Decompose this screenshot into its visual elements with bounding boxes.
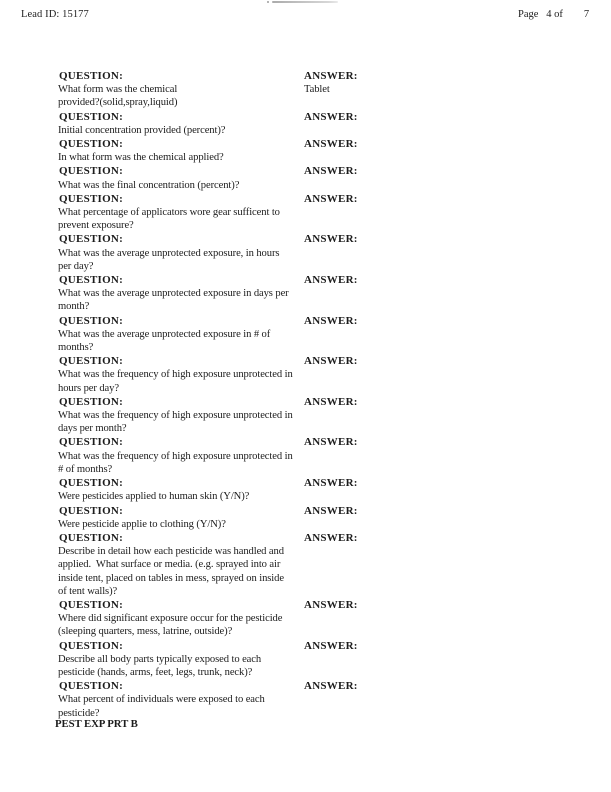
question-label: QUESTION: (59, 531, 123, 544)
question-text-line: What was the final concentration (percent)? (58, 179, 240, 191)
answer-label: ANSWER: (304, 165, 358, 178)
answer-label: ANSWER: (304, 395, 358, 408)
question-text-line: What was the frequency of high exposure unprotected in (58, 410, 293, 422)
qa-block (58, 274, 588, 314)
question-column (58, 396, 304, 436)
question-text-line: Describe in detail how each pesticide was handled and (58, 546, 284, 558)
question-label: QUESTION: (59, 639, 123, 652)
answer-column (304, 599, 504, 612)
question-column (58, 138, 304, 164)
question-label: QUESTION: (59, 233, 123, 246)
qa-block (58, 396, 588, 436)
qa-block (58, 355, 588, 395)
answer-column (304, 436, 504, 449)
question-column (58, 274, 304, 314)
question-text-line: per day? (58, 260, 94, 272)
answer-label: ANSWER: (304, 110, 358, 123)
answer-column (304, 138, 504, 151)
question-label: QUESTION: (59, 598, 123, 611)
lead-id-text: Lead ID: 15177 (21, 9, 89, 20)
question-column (58, 505, 304, 531)
answer-column (304, 233, 504, 246)
question-column (58, 233, 304, 273)
question-column (58, 315, 304, 355)
qa-block (58, 315, 588, 355)
page-indicator: Page 4 of 7 (518, 9, 590, 20)
answer-column (304, 532, 504, 545)
question-text-line: Describe all body parts typically exposed to each (58, 653, 262, 665)
question-text-line: Initial concentration provided (percent)? (58, 124, 226, 136)
question-column (58, 436, 304, 476)
question-text-line: Were pesticide applie to clothing (Y/N)? (58, 518, 226, 530)
qa-block (58, 505, 588, 531)
answer-column (304, 315, 504, 328)
question-text-line: applied. What surface or media. (e.g. sprayed into air (58, 559, 281, 571)
answer-label: ANSWER: (304, 531, 358, 544)
qa-block (58, 111, 588, 137)
question-column (58, 165, 304, 191)
question-label: QUESTION: (59, 477, 123, 490)
question-text-line: Were pesticides applied to human skin (Y/N)? (58, 491, 250, 503)
answer-label: ANSWER: (304, 598, 358, 611)
scan-artifact-line (272, 1, 338, 3)
answer-label: ANSWER: (304, 314, 358, 327)
question-label: QUESTION: (59, 165, 123, 178)
qa-block (58, 233, 588, 273)
question-text-line: inside tent, placed on tables in mess, sprayed on inside (58, 572, 284, 584)
answer-label: ANSWER: (304, 639, 358, 652)
question-label: QUESTION: (59, 314, 123, 327)
question-text-line: What was the average unprotected exposure, in hours (58, 247, 280, 259)
question-label: QUESTION: (59, 680, 123, 693)
question-label: QUESTION: (59, 192, 123, 205)
answer-label: ANSWER: (304, 192, 358, 205)
question-text-line: # of months? (58, 463, 113, 475)
form-code: PEST EXP PRT B (55, 718, 138, 730)
question-text-line: What was the frequency of high exposure unprotected in (58, 369, 293, 381)
answer-value: Tablet (304, 84, 330, 96)
qa-block (58, 680, 588, 720)
question-label: QUESTION: (59, 504, 123, 517)
question-text-line: months? (58, 342, 94, 354)
answer-column (304, 505, 504, 518)
question-label: QUESTION: (59, 395, 123, 408)
answer-label: ANSWER: (304, 355, 358, 368)
question-label: QUESTION: (59, 138, 123, 151)
answer-column (304, 274, 504, 287)
question-text-line: What was the frequency of high exposure unprotected in (58, 450, 293, 462)
answer-column (304, 396, 504, 409)
question-label: QUESTION: (59, 355, 123, 368)
qa-block (58, 70, 588, 110)
answer-label: ANSWER: (304, 504, 358, 517)
answer-column (304, 165, 504, 178)
answer-label: ANSWER: (304, 274, 358, 287)
question-column (58, 477, 304, 503)
qa-block (58, 599, 588, 639)
qa-block (58, 193, 588, 233)
qa-block (58, 165, 588, 191)
answer-label: ANSWER: (304, 70, 358, 82)
question-column (58, 599, 304, 639)
question-text-line: prevent exposure? (58, 220, 134, 232)
question-text-line: Where did significant exposure occur for the pesticide (58, 613, 283, 625)
question-text-line: days per month? (58, 423, 127, 435)
qa-block (58, 436, 588, 476)
question-column (58, 70, 304, 110)
question-text-line: month? (58, 301, 90, 313)
question-text-line: What form was the chemical (58, 84, 178, 96)
qa-block (58, 138, 588, 164)
question-text-line: What was the average unprotected exposure in days per (58, 288, 289, 300)
answer-column (304, 640, 504, 653)
question-column (58, 680, 304, 720)
answer-label: ANSWER: (304, 138, 358, 151)
scan-artifact-dot (267, 1, 269, 3)
question-column (58, 111, 304, 137)
question-column (58, 355, 304, 395)
question-column (58, 640, 304, 680)
qa-block (58, 477, 588, 503)
answer-column (304, 355, 504, 368)
answer-label: ANSWER: (304, 233, 358, 246)
question-text-line: pesticide? (58, 707, 100, 719)
question-label: QUESTION: (59, 274, 123, 287)
answer-column (304, 193, 504, 206)
qa-block (58, 640, 588, 680)
answer-label: ANSWER: (304, 436, 358, 449)
question-column (58, 532, 304, 598)
qa-block (58, 532, 588, 598)
question-label: QUESTION: (59, 436, 123, 449)
question-text-line: of tent walls)? (58, 585, 118, 597)
answer-column (304, 477, 504, 490)
question-text-line: What was the average unprotected exposure in # of (58, 328, 271, 340)
question-text-line: pesticide (hands, arms, feet, legs, trunk, neck)? (58, 666, 253, 678)
answer-column (304, 111, 504, 124)
question-text-line: What percentage of applicators wore gear sufficent to (58, 207, 280, 219)
answer-column (304, 680, 504, 693)
question-text-line: provided?(solid,spray,liquid) (58, 97, 178, 109)
answer-label: ANSWER: (304, 680, 358, 693)
answer-label: ANSWER: (304, 477, 358, 490)
answer-column (304, 70, 504, 96)
question-column (58, 193, 304, 233)
question-text-line: In what form was the chemical applied? (58, 152, 224, 164)
qa-list (58, 70, 588, 720)
question-label: QUESTION: (59, 110, 123, 123)
question-text-line: (sleeping quarters, mess, latrine, outside)? (58, 626, 233, 638)
question-text-line: What percent of individuals were exposed to each (58, 694, 265, 706)
question-text-line: hours per day? (58, 382, 119, 394)
question-label: QUESTION: (59, 70, 123, 82)
